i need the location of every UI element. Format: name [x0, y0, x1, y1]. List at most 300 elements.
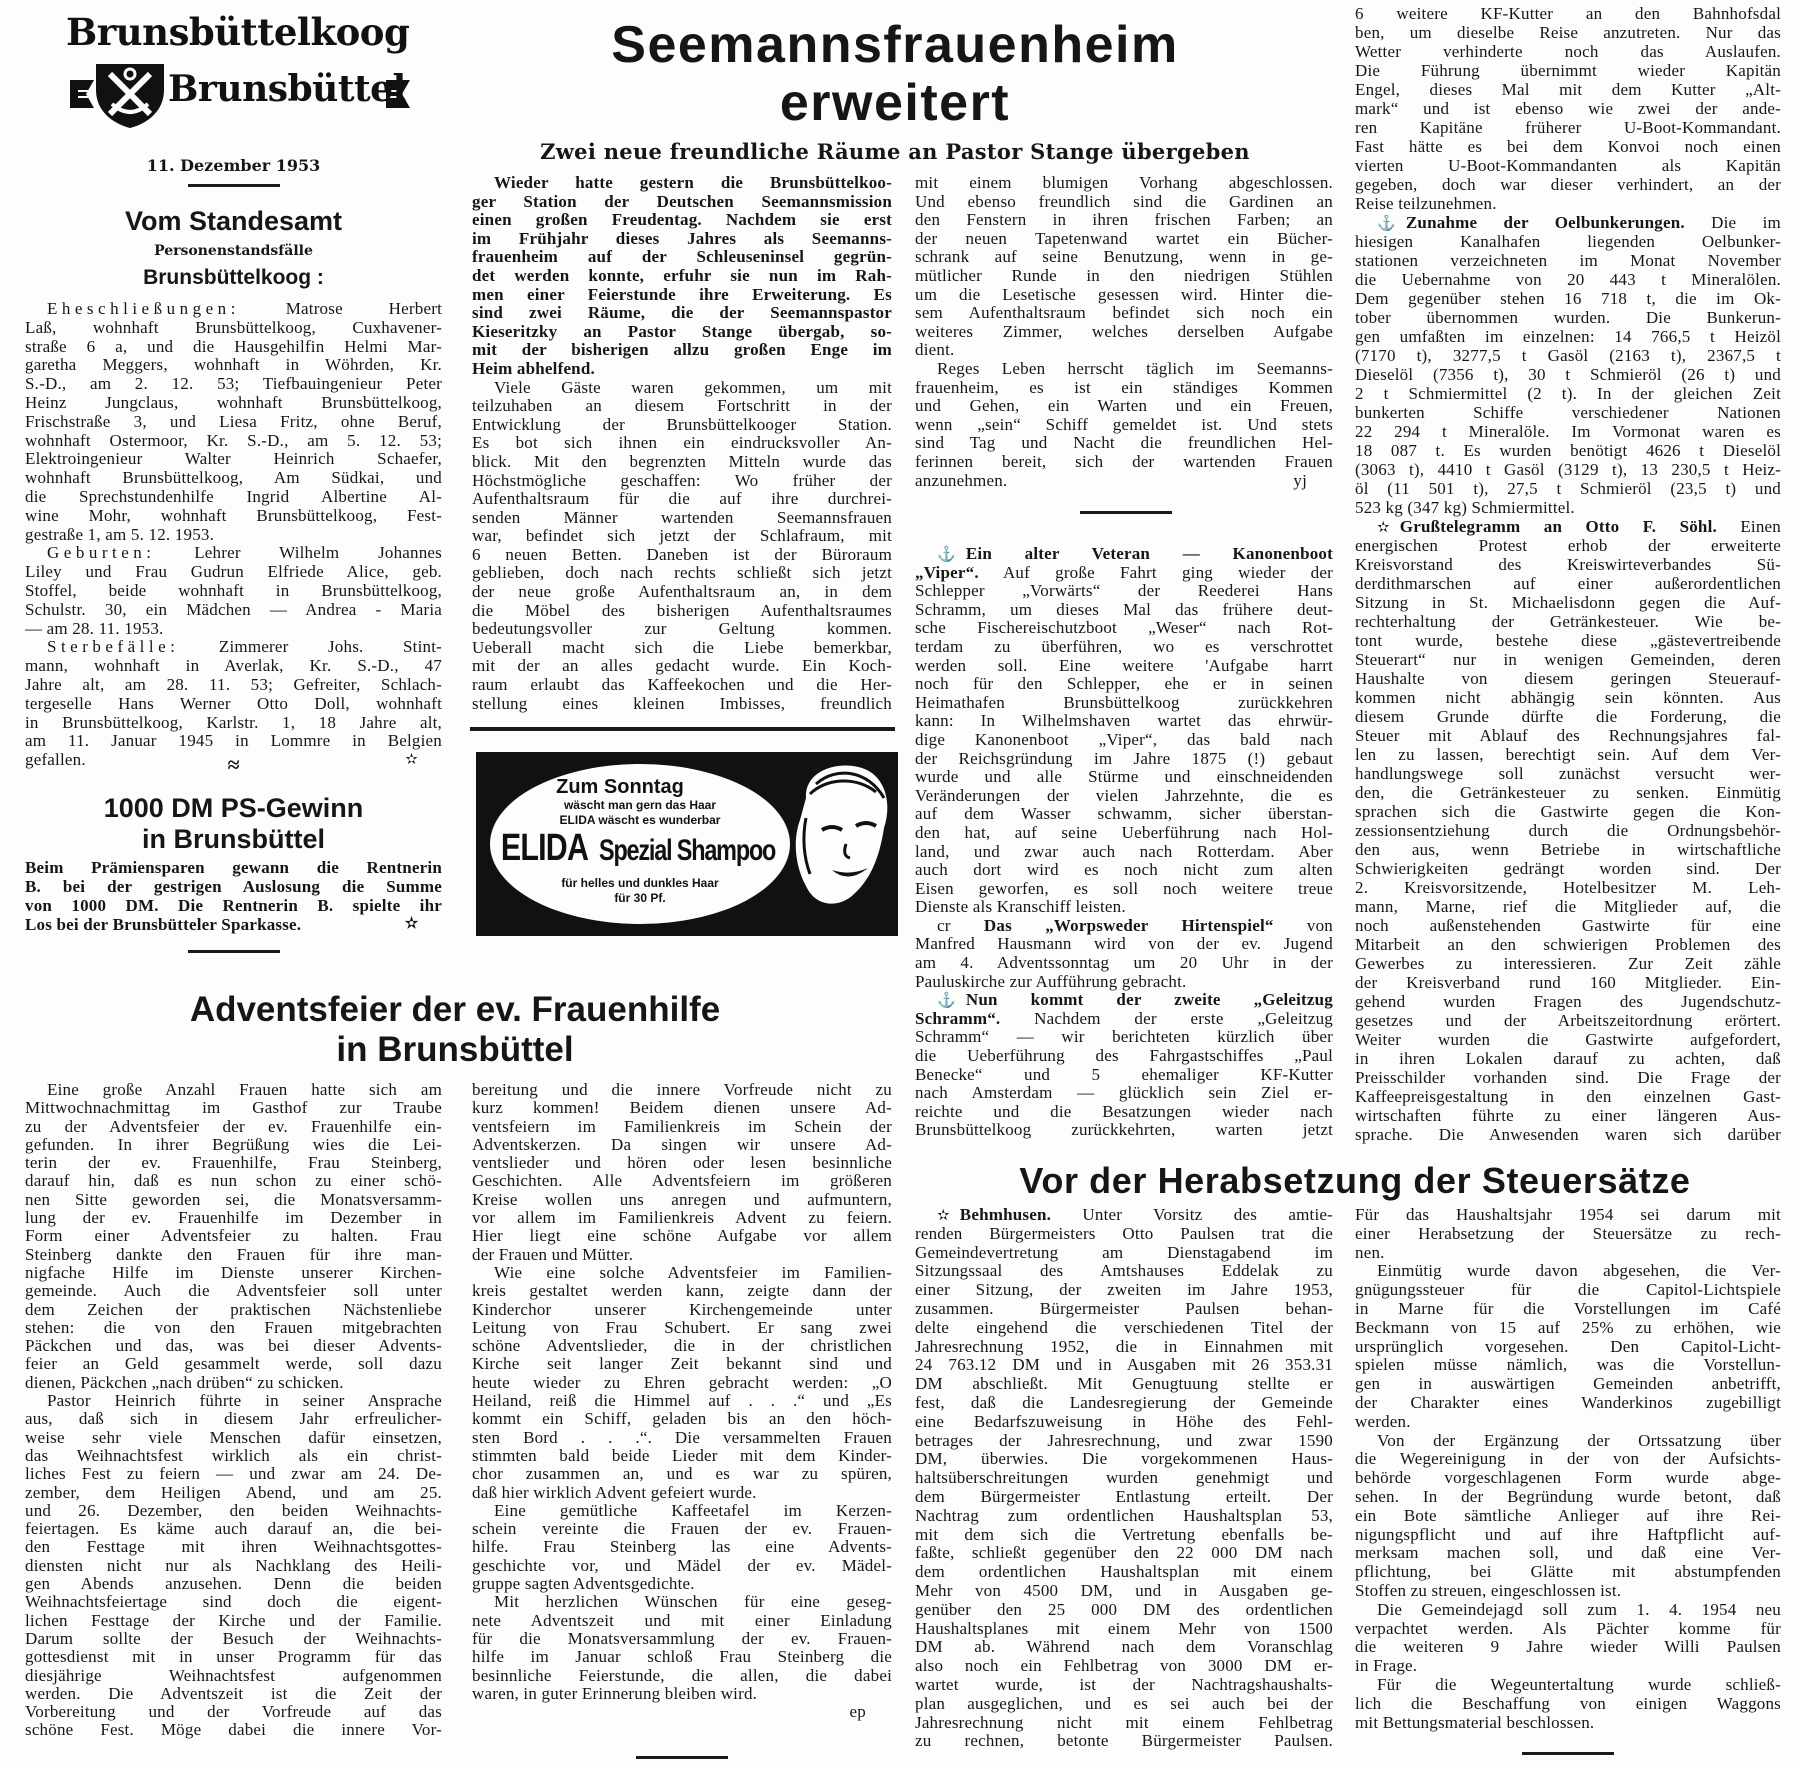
text-line: handlungswege soll zunächst versucht wer-	[1355, 764, 1781, 783]
text-line: sten Bord . . .“. Die versammelten Frauen	[472, 1428, 892, 1447]
text-line: Jahre alt, am 28. 11. 53; Gefreiter, Schlach-	[25, 675, 442, 694]
text-line: verpachtet werden. Als Pächter komme für	[1355, 1619, 1781, 1638]
text-line: bedeutungsvoller zur Geltung kommen.	[472, 620, 892, 639]
text-line: raum erlaubt das Kaffeekochen und die Her-	[472, 676, 892, 695]
text-line: Eine große Anzahl Frauen hatte sich am	[47, 1081, 442, 1099]
text-line: plan ausgeglichen, und es sei auch bei der	[915, 1694, 1333, 1713]
text-segment: von	[1273, 916, 1333, 935]
text-line: mann, wohnhaft in Averlak, Kr. S.-D., 47	[25, 657, 442, 676]
text-line: 22 294 t Mineralöle. Im Vormonat waren es	[1355, 422, 1781, 441]
text-line: (3063 t), 4410 t Gasöl (3129 t), 13 230,5 t Heiz-	[1355, 460, 1781, 479]
text-line: Kreise wollen uns anregen und aufmuntern,	[472, 1190, 892, 1209]
text-line: Preisschilder vorhanden sind. Die Frage der	[1355, 1068, 1781, 1087]
text-line: derdithmarschen auf einer außerordentlichen	[1355, 574, 1781, 593]
text-line: nete Adventszeit und mit einer Einladung	[472, 1611, 892, 1630]
text-line: haltsüberschreitungen wurden genehmigt und	[915, 1469, 1333, 1488]
text-line: Steinberg dankte den Frauen für ihre man-	[25, 1245, 442, 1264]
text-line: Schlepper „Vorwärts“ der Reederei Hans	[915, 582, 1333, 601]
text-line: dienen, Päckchen „nach drüben“ zu schicken.	[25, 1373, 344, 1392]
text-line: kreis gestaltet werden kann, zeigte dann der	[472, 1282, 892, 1301]
text-line: mark“ und ist ebenso wie zwei der ande-	[1355, 99, 1781, 118]
author-signature: yj	[1293, 471, 1307, 490]
divider	[188, 950, 280, 953]
text-line: Einmütig wurde davon abgesehen, die Ver-	[1377, 1262, 1781, 1281]
text-line: aus, daß sich in diesem Jahr erfreulicher-	[25, 1410, 442, 1429]
text-line: zusammen. Bürgermeister Paulsen behan-	[915, 1299, 1333, 1318]
headline-line: in Brunsbüttel	[142, 824, 325, 854]
text-line: schrank auf seine Benutzung, wenn in ge-	[915, 248, 1333, 267]
paragraph	[1355, 213, 1781, 517]
text-segment: cr	[937, 916, 984, 935]
text-line: straße 6 a, und die Hausgehilfin Helmi Mar-	[25, 337, 442, 356]
text-line: in ihren Lokalen darauf zu achten, daß	[1355, 1049, 1781, 1068]
text-line: einer Herabsetzung der Steuersätze zu rech-	[1355, 1224, 1781, 1243]
text-line: und Gehen, ein Warten und ein Freuen,	[915, 397, 1333, 416]
text-line: Mit herzlichen Wünschen für eine geseg-	[494, 1593, 892, 1612]
text-line: mann, Marne, rief die Mitglieder auf, die	[1355, 897, 1781, 916]
text-line: energischen Protest erhob der erweiterte	[1355, 536, 1781, 555]
text-line: ger Station der Deutschen Seemannsmission	[472, 192, 892, 211]
text-line: renden Bürgermeisters Otto Paulsen trat die	[915, 1224, 1333, 1243]
text-line: der neue große Aufenthaltsraum an, in dem	[472, 583, 892, 602]
bold-lead: Grußtelegramm an Otto F. Söhl.	[1399, 517, 1717, 536]
text-line: Schwierigkeiten gedrängt worden sind. Der	[1355, 859, 1781, 878]
text-line: wirtschaften führte zu einer längeren Aus-	[1355, 1106, 1781, 1125]
text-line	[472, 1703, 892, 1721]
text-segment: Lehrer Wilhelm Johannes	[155, 544, 442, 563]
standesamt-subtitle: Personenstandsfälle	[154, 243, 313, 259]
text-line: die Uebernahme von 20 443 t Mineralölen.	[1355, 270, 1781, 289]
text-line: gehend wurden Fragen des Jugendschutz-	[1355, 992, 1781, 1011]
text-line: gruppe sagten Adventsgedichte.	[472, 1575, 695, 1594]
text-line: feiertagen. Es käme auch darauf an, die bei-	[25, 1520, 442, 1539]
text-line: noch für den Schlepper, ehe er in seinen	[915, 675, 1333, 694]
text-line: mit der an alles gedacht wurde. Ein Koch-	[472, 657, 892, 676]
text-line: der Frauen und Mütter.	[472, 1245, 634, 1264]
text-line: frauenheim, es ist ein ständiges Kommen	[915, 378, 1333, 397]
text-line: Kirche seit langer Zeit bekannt sind und	[472, 1355, 892, 1374]
text-line: Adventskerzen. Da singen wir unsere Ad-	[472, 1135, 892, 1154]
text-line: weise sehr viele Menschen dafür einsetzen,	[25, 1428, 442, 1447]
text-line: Nachtrag zum ordentlichen Haushaltsplan 53,	[915, 1506, 1333, 1525]
text-line: von 1000 DM. Die Rentnerin B. spielte ihr	[25, 896, 442, 915]
text-line: Ueberall macht sich die Liebe bemerkbar,	[472, 638, 892, 657]
text-line: Haushaltsplanes mit einem Mehr von 1500	[915, 1619, 1333, 1638]
text-line: Schramm, um dieses Mal das frühere deut-	[915, 600, 1333, 619]
ad-text	[490, 776, 790, 906]
text-line: (7170 t), 3277,5 t Gasöl (2163 t), 2367,5 t	[1355, 346, 1781, 365]
text-line: Haushalte von diesem geringen Steuerauf-	[1355, 669, 1781, 688]
text-line: Kieseritzky an Pastor Stange übergab, so-	[472, 322, 892, 341]
text-line: rechterhaltung der Getränkesteuer. Wie be-	[1355, 612, 1781, 631]
text-line: in Marne für die Vorstellungen im Café	[1355, 1299, 1781, 1318]
bold-lead: Das „Worpsweder Hirtenspiel“	[983, 916, 1274, 935]
divider	[1080, 511, 1172, 514]
text-line	[915, 1206, 1333, 1225]
text-line: eine Bedarfszuweisung in Höhe des Fehl-	[915, 1412, 1333, 1431]
text-line: reichte und die Besatzungen wieder nach	[915, 1102, 1333, 1121]
bold-lead: Zunahme der Oelbunkerungen.	[1405, 213, 1685, 232]
text-line: kann: In Wilhelmshaven wartet das ehrwür-	[915, 712, 1333, 731]
text-line: Gewerbes zu interessieren. Zur Zeit zähle	[1355, 954, 1781, 973]
headline-line: Adventsfeier der ev. Frauenhilfe	[189, 990, 721, 1029]
text-line: mit einem blumigen Vorhang abgeschlossen.	[915, 174, 1333, 192]
text-line: der Reichsgründung im Jahre 1875 (!) gebaut	[915, 749, 1333, 768]
text-line: Viele Gäste waren gekommen, um mit	[494, 378, 892, 397]
text-line: zu der Adventsfeier der ev. Frauenhilfe ein-	[25, 1117, 442, 1136]
text-line: Dieselöl (7356 t), 30 t Schmieröl (26 t) und	[1355, 365, 1781, 384]
headline-line: 1000 DM PS-Gewinn	[103, 793, 364, 823]
text-line: wohnhaft Ostermoor, Kr. S.-D., am 5. 12. 53;	[25, 431, 442, 450]
ps-gewinn-body	[25, 858, 442, 934]
advent-body-col1	[25, 1081, 442, 1740]
text-line: fest, daß die Landesregierung der Gemeinde	[915, 1393, 1333, 1412]
paragraph	[25, 638, 442, 770]
text-line: werden. Die Adventszeit ist die Zeit der	[25, 1684, 442, 1703]
ad-brand: ELIDA	[500, 827, 589, 869]
text-line: tont wurde, bestehe diese „gästevertreibende	[1355, 631, 1781, 650]
text-line: gesetzes und der Arbeitszeitordnung erörtert.	[1355, 1011, 1781, 1030]
text-line: diesem Grunde dürfte die Forderung, die	[1355, 707, 1781, 726]
text-line: Die Führung übernimmt wieder Kapitän	[1355, 61, 1781, 80]
paragraph	[915, 1206, 1333, 1751]
text-line: die Wegereinigung in der von der Aufsichts-	[1355, 1450, 1781, 1469]
text-line: auf dem Wasser schwamm, sicher überstan-	[915, 805, 1333, 824]
text-line: gnügungssteuer für die Capitol-Lichtspiele	[1355, 1281, 1781, 1300]
text-line: Reise teilzunehmen.	[1355, 194, 1497, 213]
ad-line: wäscht man gern das Haar	[563, 798, 717, 812]
text-line: Kreisvorstand des Kreiswirteverbandes Sü-	[1355, 555, 1781, 574]
text-line: Sitzungssaal des Amtshauses Eddelak zu	[915, 1262, 1333, 1281]
text-line: den Fenstern in ihren frischen Farben; an	[915, 211, 1333, 230]
text-line: diesjährige Weihnachtsfest aufgenommen	[25, 1666, 442, 1685]
text-line: den aus, wenn Betriebe in wirtschaftliche	[1355, 840, 1781, 859]
spaced-lead: Sterbefälle:	[47, 638, 180, 657]
text-line: die Sprechstundenhilfe Ingrid Albertine Al-	[25, 487, 442, 506]
text-line: 6 weitere KF-Kutter an den Bahnhofsdal	[1355, 4, 1781, 23]
text-line: diensten nicht nur als Nachklang des Heili-	[25, 1556, 442, 1575]
text-line: werden.	[1355, 1412, 1411, 1431]
text-line: einen großen Freudentag. Nachdem sie erst	[472, 211, 892, 230]
text-line: gottesdienst mit in unser Programm für das	[25, 1648, 442, 1667]
text-line: einer Sitzung, der zweiten im Jahre 1953,	[915, 1281, 1333, 1300]
text-line: hilfe im Januar schloß Frau Steinberg die	[472, 1648, 892, 1667]
text-line: stehen: die von den Frauen mitgebrachten	[25, 1318, 442, 1337]
text-line	[915, 991, 1333, 1010]
text-line: Jahresrechnung nicht mit einem Fehlbetrag	[915, 1713, 1333, 1732]
paragraph	[915, 360, 1333, 490]
text-line: Sitzung in St. Michaelisdonn gegen die Auf-	[1355, 593, 1781, 612]
text-line: bereitung und die innere Vorfreude nicht zu	[472, 1081, 892, 1099]
text-line: heute wieder zu Ehren gebracht werden: „O	[472, 1373, 892, 1392]
paragraph	[472, 174, 892, 379]
text-line: sem Aufenthaltsraum befindet sich noch ein	[915, 304, 1333, 323]
text-line: tergeselle Hans Werner Otto Doll, wohnhaft	[25, 694, 442, 713]
text-line: besinnliche Feierstunde, die allen, die dabei	[472, 1666, 892, 1685]
text-line: Es bot sich ihnen ein eindrucksvoller An-	[472, 434, 892, 453]
standesamt-place: Brunsbüttelkoog :	[143, 266, 324, 289]
text-line: len zu lassen, berechtigt sein. Auf dem Ver-	[1355, 745, 1781, 764]
steuer-body-col2	[1355, 1206, 1781, 1732]
text-line: mit Bettungsmaterial beschlossen.	[1355, 1713, 1595, 1732]
text-line: Jahresrechnung 1952, die in Einnahmen mit	[915, 1337, 1333, 1356]
text-line	[915, 564, 1333, 583]
paragraph	[472, 1703, 892, 1721]
paragraph	[472, 1593, 892, 1703]
paragraph	[1355, 517, 1781, 1144]
text-line: Steuerart“ nur in wenigen Gemeinden, deren	[1355, 650, 1781, 669]
text-line: dige Kanonenboot „Viper“, das bald nach	[915, 730, 1333, 749]
text-line: Mehr von 4500 DM, und in Ausgaben ge-	[915, 1581, 1333, 1600]
text-line	[915, 545, 1333, 564]
text-line	[25, 915, 442, 934]
text-line: schöne Fest. Möge dabei die innere Vor-	[25, 1721, 442, 1740]
text-line: wenn „sein“ Schiff gemeldet ist. Und stets	[915, 415, 1333, 434]
text-line: nigfache Hilfe im Dienste unserer Kirchen-	[25, 1263, 442, 1282]
paragraph	[915, 545, 1333, 917]
text-line: der Kreisverband rund 160 Mitglieder. Ein-	[1355, 973, 1781, 992]
text-line: Elektroingenieur Walter Heinrich Schaefer,	[25, 450, 442, 469]
text-line: die Ueberführung des Fahrgastschiffes „Paul	[915, 1047, 1333, 1066]
star-icon: ✫	[405, 752, 418, 769]
text-line: die Möbel des bisherigen Aufenthaltsraumes	[472, 601, 892, 620]
text-line: sind Tag und Nacht die freundlichen Hel-	[915, 434, 1333, 453]
text-line: gestraße 1, am 5. 12. 1953.	[25, 525, 215, 544]
text-line: 6 neuen Betten. Daneben ist der Büroraum	[472, 545, 892, 564]
text-line: blick. Mit den begrenzten Mitteln wurde das	[472, 452, 892, 471]
text-line: geblieben, doch nach rechts schließt sich jetzt	[472, 564, 892, 583]
bold-lead: Nun kommt der zweite „Geleitzug	[965, 991, 1333, 1010]
text-line: darauf hin, daß es nun schon zu einer schö-	[25, 1172, 442, 1191]
text-line: der neuen Tapetenwand wartet ein Bücher-	[915, 229, 1333, 248]
text-line: den hat, auf seine Ueberführung nach Hol-	[915, 823, 1333, 842]
text-line: Geschichten. Alle Adventsfeiern im größeren	[472, 1172, 892, 1191]
text-line: ben, um dieselbe Reise anzutreten. Nur das	[1355, 23, 1781, 42]
text-segment: Einen	[1716, 517, 1781, 536]
text-line: gemeinde. Auch die Adventsfeier soll unter	[25, 1282, 442, 1301]
spaced-lead: Eheschließungen:	[47, 300, 240, 318]
text-line: ein Bote sämtliche Anlieger auf ihre Rei-	[1355, 1506, 1781, 1525]
masthead-title: Brunsbüttelkoog	[66, 10, 410, 54]
text-line: um die Lesetische gesessen wird. Hinter die-	[915, 285, 1333, 304]
text-line: gen Abends anzusehen. Denn die beiden	[25, 1575, 442, 1594]
seemann-headline	[480, 16, 1310, 132]
text-line: 24 763.12 DM und in Ausgaben mit 26 353.31	[915, 1356, 1333, 1375]
text-line	[1355, 517, 1781, 536]
paragraph	[25, 544, 442, 638]
elida-shampoo-ad	[476, 752, 898, 936]
text-line: faßte, schließt gegenüber den 22 000 DM nach	[915, 1544, 1333, 1563]
text-line: ren Kapitäne früherer U-Boot-Kommandant.	[1355, 118, 1781, 137]
text-line: schein vereinte die Frauen der ev. Frauen-	[472, 1520, 892, 1539]
text-line: waren, in guter Erinnerung bleiben wird.	[472, 1684, 758, 1703]
text-segment: Zimmerer Johs. Stint-	[179, 638, 442, 657]
paragraph	[1355, 1206, 1781, 1262]
bold-lead: Ein alter Veteran — Kanonenboot	[965, 545, 1333, 563]
text-line: Dem gegenüber stehen 16 718 t, die im Ok-	[1355, 289, 1781, 308]
text-line: Mittwochnachmittag im Gasthof zur Traube	[25, 1099, 442, 1118]
text-line: in Frage.	[1355, 1657, 1418, 1676]
star-icon: ✫	[1377, 520, 1390, 536]
text-line: Hier liegt eine schöne Aufgabe vor allem	[472, 1227, 892, 1246]
text-line: Darum sollte der Besuch der Weihnachts-	[25, 1629, 442, 1648]
text-line: genüber den 25 000 DM des ordentlichen	[915, 1600, 1333, 1619]
advent-headline	[130, 990, 780, 1070]
text-line: Eine gemütliche Kaffeetafel im Kerzen-	[494, 1501, 892, 1520]
text-segment: Matrose Herbert	[239, 300, 442, 318]
text-line: Beim Prämiensparen gewann die Rentnerin	[25, 858, 442, 877]
ad-product	[490, 828, 790, 876]
steuer-body-col1	[915, 1206, 1333, 1751]
text-line: am 4. Adventssonntag um 20 Uhr in der	[915, 954, 1333, 973]
text-line: stimmten bald beide Lieder mit dem Kinder-	[472, 1446, 892, 1465]
woman-face-illustration-icon	[776, 758, 894, 930]
paragraph	[472, 379, 892, 714]
paragraph	[25, 1392, 442, 1740]
text-line: terdam zu überführen, wo es verschrottet	[915, 637, 1333, 656]
text-line: und 26. Dezember, den beiden Weihnachts-	[25, 1501, 442, 1520]
text-line: Für das Haushaltsjahr 1954 sei darum mit	[1355, 1206, 1781, 1224]
text-line: lichen Festtage der Kirche und der Familie.	[25, 1611, 442, 1630]
text-line: DM, überwies. Die vorgekommenen Haus-	[915, 1450, 1333, 1469]
text-line	[915, 472, 1333, 491]
text-line: daß hier wirklich Advent gefeiert wurde.	[472, 1483, 757, 1502]
text-line: 2. Kreisvorsitzende, Hotelbesitzer M. Leh-	[1355, 878, 1781, 897]
text-line: am 11. Januar 1945 in Lommre in Belgien	[25, 732, 442, 751]
text-line: Steuer mit Ablauf des Rechnungsjahres fal-	[1355, 726, 1781, 745]
text-line: pflichtung, bei Glätte mit abstumpfenden	[1355, 1563, 1781, 1582]
paragraph	[1355, 1432, 1781, 1601]
text-line: Manfred Hausmann wird von der ev. Jugend	[915, 935, 1333, 954]
text-line: ferinnen bereit, sich der wartenden Frauen	[915, 452, 1333, 471]
text-line	[1355, 213, 1781, 232]
paragraph	[472, 1081, 892, 1264]
text-line: teilzuhaben an diesem Fortschritt in der	[472, 397, 892, 416]
text-line: feier an Geld gesammelt werde, soll dazu	[25, 1355, 442, 1374]
text-line: behörde vorgeschlagenen Form wurde abge-	[1355, 1469, 1781, 1488]
text-line: den Festtage mit ihren Weihnachtsgottes-	[25, 1538, 442, 1557]
text-line: Wieder hatte gestern die Brunsbüttelkoo-	[494, 174, 892, 192]
text-line: sprachen sich die Gastwirte gegen die Kon-	[1355, 802, 1781, 821]
text-line: Heinz Jungclaus, wohnhaft Brunsbüttelkoog,	[25, 393, 442, 412]
text-line: senden Männer wartenden Seemannsfrauen	[472, 508, 892, 527]
text-line: Wetter verhinderte noch das Auslaufen.	[1355, 42, 1781, 61]
text-line: terin der ev. Frauenhilfe, Frau Steinberg,	[25, 1154, 442, 1173]
text-line: der Charakter eines Wanderkinos zugebilligt	[1355, 1393, 1781, 1412]
text-line: kommen nicht abhängig sein könnten. Aus	[1355, 688, 1781, 707]
text-line: Liley und Frau Gudrun Elfriede Alice, geb.	[25, 563, 442, 582]
text-line: gen umfaßten im einzelnen: 14 766,5 t Heizöl	[1355, 327, 1781, 346]
author-signature: ep	[849, 1703, 866, 1722]
text-line: 18 087 t. Es wurden benötigt 4626 t Dieselöl	[1355, 441, 1781, 460]
divider	[188, 184, 280, 187]
text-segment: Auf große Fahrt ging wieder der	[978, 563, 1333, 582]
paragraph	[1355, 1601, 1781, 1676]
text-line: delte eingehend die verschiedenen Titel der	[915, 1318, 1333, 1337]
masthead-emblem-row	[70, 60, 410, 130]
ad-line: für helles und dunkles Haar	[561, 876, 719, 890]
paragraph	[472, 1502, 892, 1593]
text-segment: Unter Vorsitz des amtie-	[1051, 1206, 1333, 1224]
text-line: vierten U-Boot-Kommandanten als Kapitän	[1355, 156, 1781, 175]
anchor-ornament-icon: ⚓	[937, 993, 956, 1010]
text-line: Beckmann von 15 auf 25% zu erhöhen, wie	[1355, 1318, 1781, 1337]
text-line: zu rechnen, betonte Bürgermeister Paulsen.	[915, 1732, 1333, 1751]
ad-price: für 30 Pf.	[614, 891, 666, 905]
text-line: Kinderchor unserer Kirchengemeinde unter	[472, 1300, 892, 1319]
text-line: Schramm“ — wir berichteten kürzlich über	[915, 1028, 1333, 1047]
text-line: weiteres Zimmer, welches derselben Aufgabe	[915, 322, 1333, 341]
text-line: also noch ein Fehlbetrag von 3000 DM er-	[915, 1657, 1333, 1676]
text-line: Benecke“ und 5 ehemaliger KF-Kutter	[915, 1065, 1333, 1084]
text-line: Leitung von Frau Schubert. Er sang zwei	[472, 1318, 892, 1337]
text-line: Stoffen zu streuen, eingeschlossen ist.	[1355, 1581, 1622, 1600]
text-line: S.-D., am 2. 12. 53; Tiefbauingenieur Peter	[25, 375, 442, 394]
text-segment: anzunehmen.	[915, 471, 1008, 490]
text-line: nach Amsterdam — glücklich sein Ziel er-	[915, 1084, 1333, 1103]
text-line: Form einer Adventsfeier zu halten. Frau	[25, 1227, 442, 1246]
ornament: ≈	[227, 752, 240, 777]
paragraph	[25, 300, 442, 544]
text-line: wartet wurde, ist der Nachtragshaushalts-	[915, 1675, 1333, 1694]
seemann-body-col2	[915, 174, 1333, 490]
text-line: Pastor Heinrich führte in seiner Ansprache	[47, 1392, 442, 1411]
text-line: Gemeindevertretung am Dienstagabend im	[915, 1243, 1333, 1262]
paragraph	[25, 1081, 442, 1392]
text-line: — am 28. 11. 1953.	[25, 619, 164, 638]
text-line: gen in auswärtigen Gemeinden anbetrifft,	[1355, 1375, 1781, 1394]
text-line: betrages der Jahresrechnung, und zwar 1590	[915, 1431, 1333, 1450]
ps-gewinn-headline	[25, 793, 442, 855]
text-line: ursprünglich vorgesehen. Den Capitol-Licht-	[1355, 1337, 1781, 1356]
text-line: ventslieder und hören oder lesen besinnliche	[472, 1154, 892, 1173]
text-line: DM ab. Während nach dem Voranschlag	[915, 1638, 1333, 1657]
text-line: Stoffel, beide wohnhaft in Brunsbüttelkoog,	[25, 581, 442, 600]
seemann-subtitle: Zwei neue freundliche Räume an Pastor Stange übergeben	[540, 139, 1250, 164]
text-line: men einer Feierstunde ihre Erweiterung. Es	[472, 285, 892, 304]
ad-product-name: Spezial Shampoo	[599, 834, 776, 867]
paragraph	[472, 1264, 892, 1502]
text-line: Weiter wurden die Gastwirte aufgefordert,	[1355, 1030, 1781, 1049]
text-line: Brunsbüttelkoog zurückkehrten, warten jetzt	[915, 1121, 1333, 1140]
text-line: liches Fest zu feiern — und zwar am 24. De-	[25, 1465, 442, 1484]
text-line	[25, 638, 442, 657]
text-line: sehen. In der Begründung wurde betont, daß	[1355, 1487, 1781, 1506]
text-line: Und ebenso freundlich sind die Gardinen an	[915, 192, 1333, 211]
text-segment: gefallen.	[25, 751, 86, 770]
text-line: mit dem sich die Vertretung ebenfalls be-	[915, 1525, 1333, 1544]
text-line: für die Monatsversammlung der ev. Frauen-	[472, 1629, 892, 1648]
paragraph	[915, 174, 1333, 360]
text-line: schöne Adventslieder, die in der christlichen	[472, 1337, 892, 1356]
text-line: land, und zwar auch nach Rotterdam. Aber	[915, 842, 1333, 861]
text-line: frauenheim auf der Schleuseninsel gegrün-	[472, 248, 892, 267]
star-icon: ✫	[405, 916, 418, 932]
text-line: Dienste als Kranschiff leisten.	[915, 898, 1126, 917]
anchor-ornament-icon: ⚓	[1377, 216, 1396, 232]
text-line: stationen verzeichneten im Monat November	[1355, 251, 1781, 270]
paragraph	[1355, 1676, 1781, 1732]
text-line: lung der ev. Frauenhilfe im Dezember in	[25, 1209, 442, 1228]
bold-lead: Schramm“.	[915, 1009, 1001, 1028]
text-line: geschichte vor, und Mädel der ev. Mädel-	[472, 1556, 892, 1575]
text-line: Frischstraße 3, und Liesa Fritz, ohne Beruf,	[25, 412, 442, 431]
star-icon: ✫	[937, 1208, 950, 1224]
headline-line: erweitert	[779, 74, 1011, 132]
text-segment: Die im	[1684, 213, 1781, 232]
text-line: Entwicklung der Brunsbüttelkooger Station.	[472, 415, 892, 434]
text-line: garetha Meggers, wohnhaft in Wöhrden, Kr.	[25, 356, 442, 375]
